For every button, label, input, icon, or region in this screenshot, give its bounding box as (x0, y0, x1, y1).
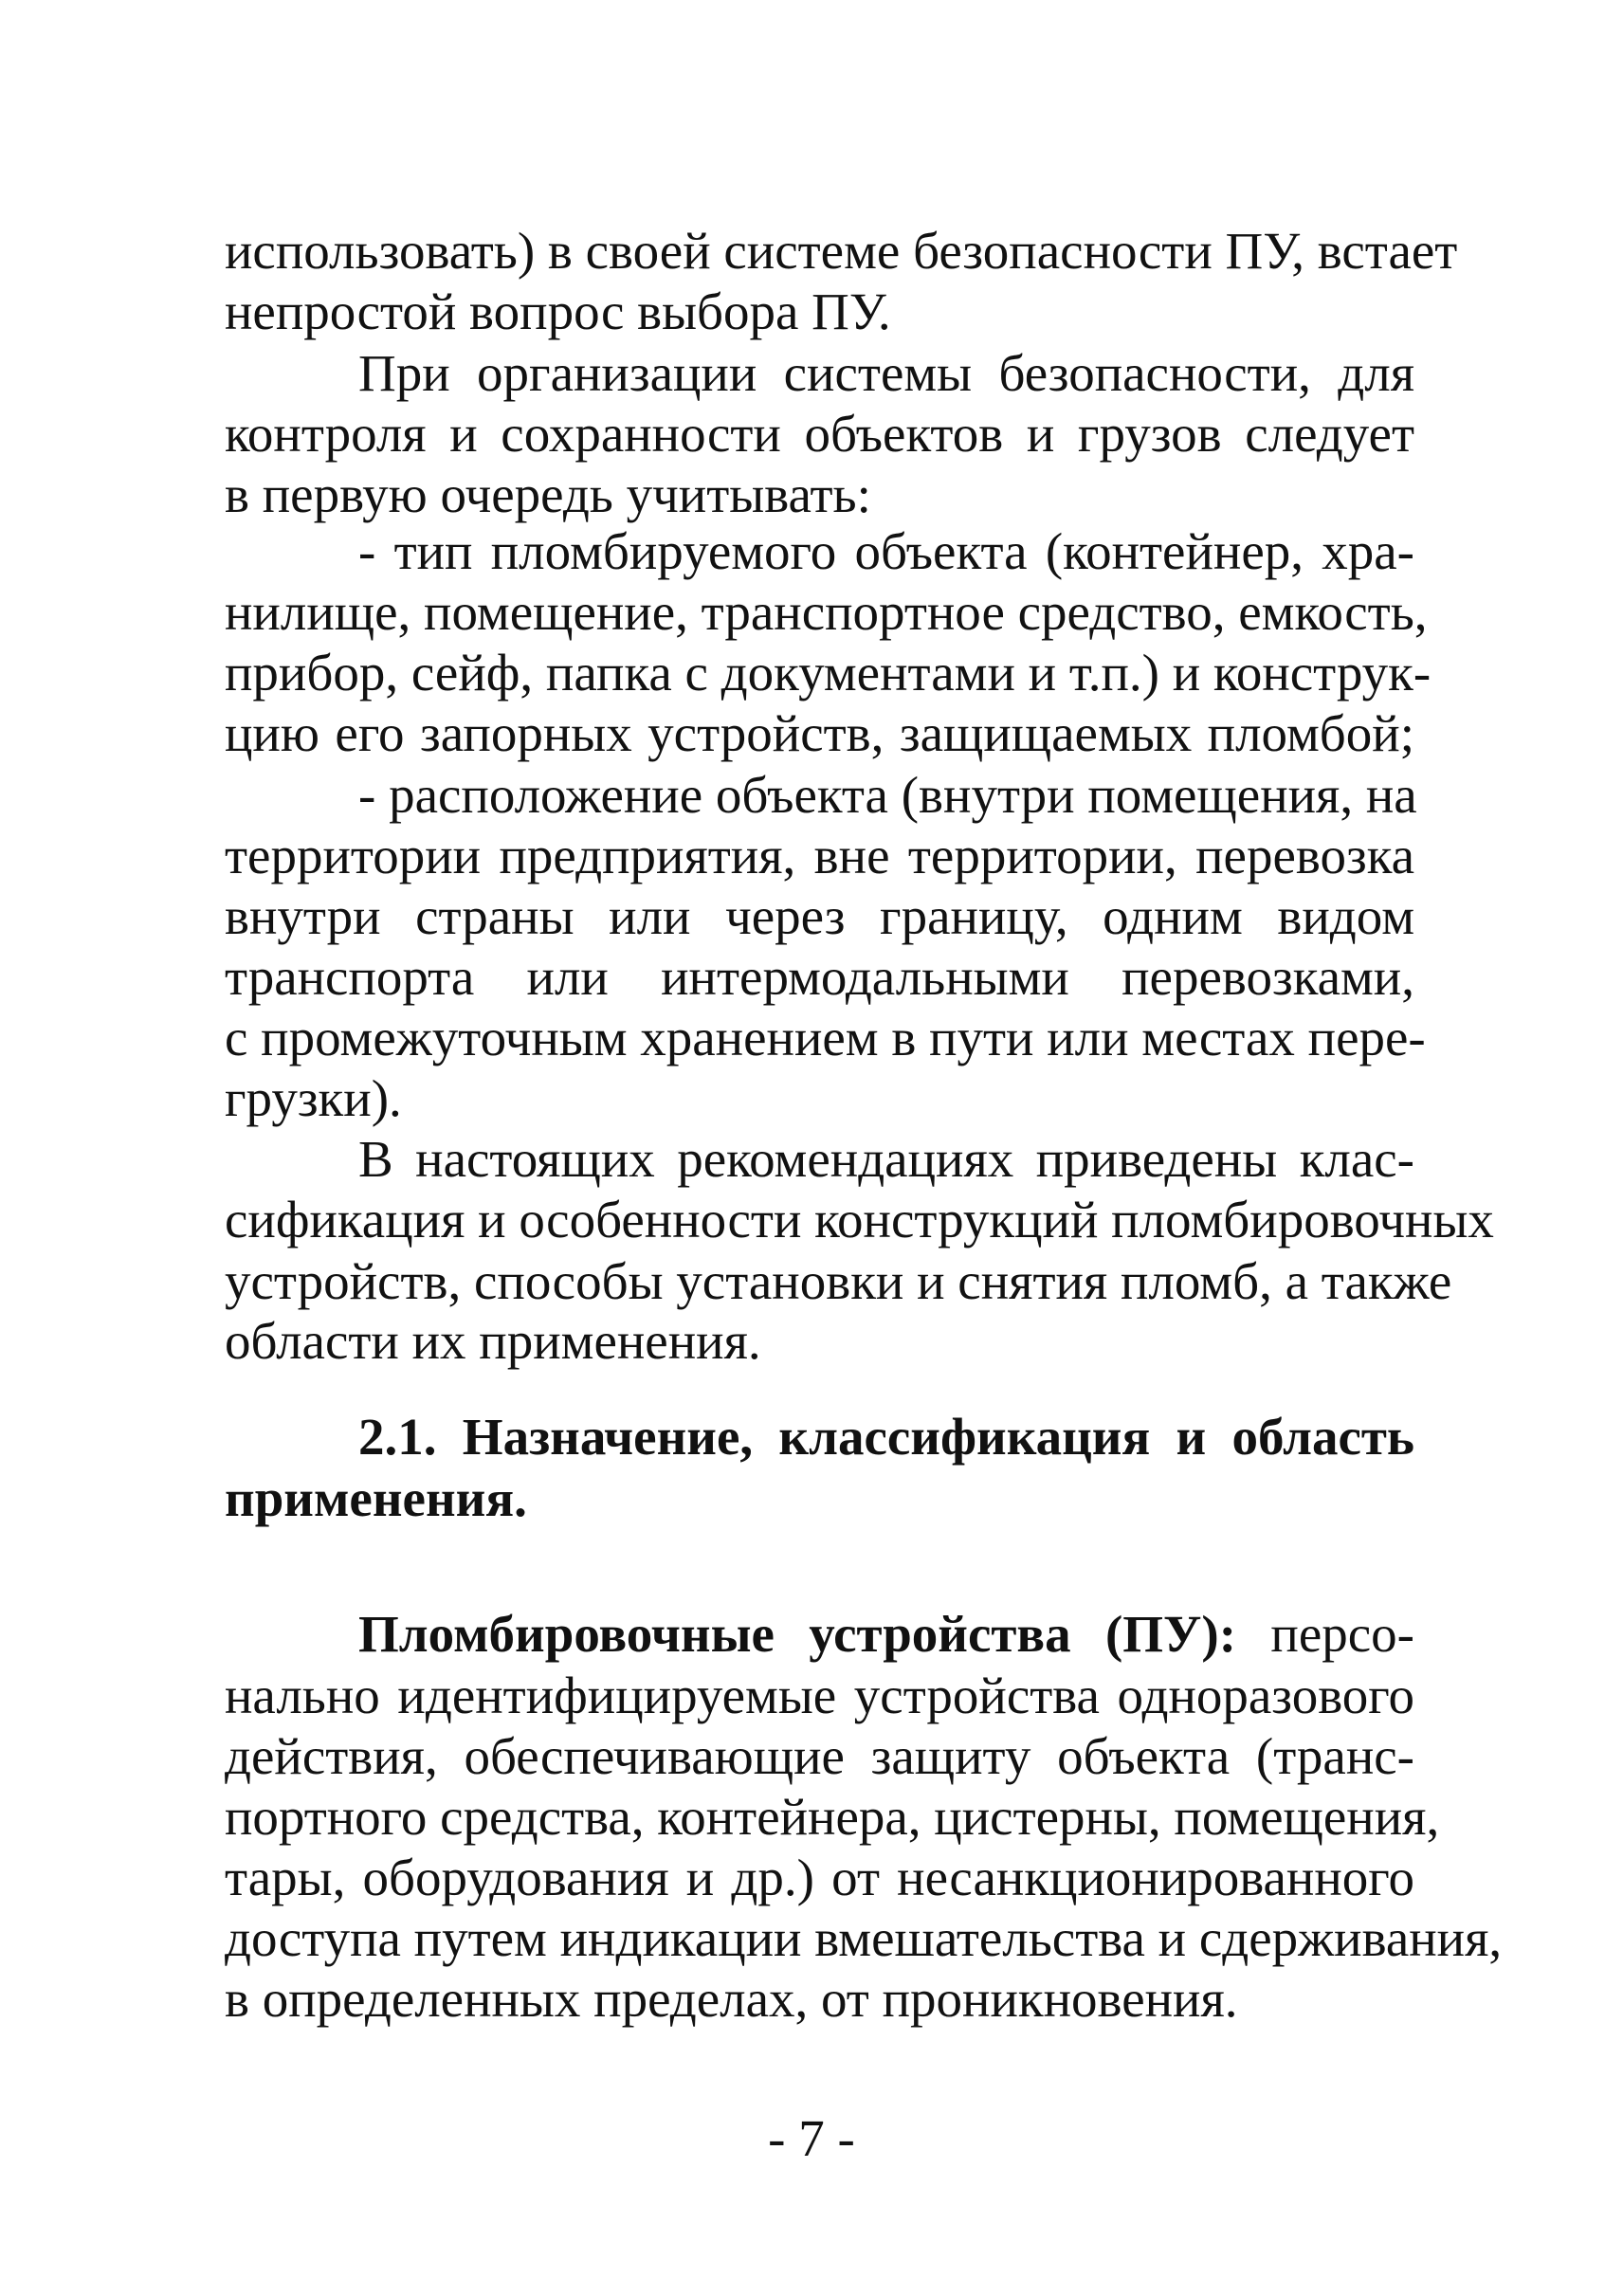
text-line: с промежуточным хранением в пути или местах пере- (225, 1009, 1426, 1066)
definition-term: Пломбировочные устройства (ПУ): (358, 1605, 1237, 1663)
text-line: сификация и особенности конструкций пломбировочных (225, 1191, 1494, 1248)
section-heading: 2.1. Назначение, классификация и область (358, 1408, 1414, 1466)
text-line: транспорта или интермодальными перевозками, (225, 948, 1414, 1006)
section-heading-continued: применения. (225, 1469, 527, 1527)
text-line: в первую очередь учитывать: (225, 465, 871, 523)
bullet-line: - тип пломбируемого объекта (контейнер, хра- (358, 522, 1414, 580)
text-line: использовать) в своей системе безопасности ПУ, встает (225, 222, 1458, 280)
text-line: непростой вопрос выбора ПУ. (225, 282, 891, 340)
text-line: устройств, способы установки и снятия пломб, а также (225, 1252, 1452, 1310)
text-line: В настоящих рекомендациях приведены клас- (358, 1130, 1414, 1188)
text-line: доступа путем индикации вмешательства и сдерживания, (225, 1909, 1503, 1967)
text-line: области их применения. (225, 1312, 761, 1370)
text-line: нилище, помещение, транспортное средство, емкость, (225, 583, 1428, 641)
text-line: контроля и сохранности объектов и грузов следует (225, 405, 1414, 463)
definition-first-line (358, 1605, 1414, 1664)
text-line: территории предприятия, вне территории, перевозка (225, 827, 1414, 884)
text-line: При организации системы безопасности, для (358, 344, 1414, 402)
text-line: портного средства, контейнера, цистерны, помещения, (225, 1788, 1440, 1846)
text-line: тары, оборудования и др.) от несанкционированного (225, 1849, 1414, 1906)
text-line: внутри страны или через границу, одним видом (225, 887, 1414, 945)
text-line: нально идентифицируемые устройства одноразового (225, 1667, 1414, 1724)
page-number: - 7 - (768, 2109, 855, 2167)
bullet-line: - расположение объекта (внутри помещения, на (358, 766, 1417, 824)
text-line: грузки). (225, 1069, 402, 1127)
text-line: действия, обеспечивающие защиту объекта (транс- (225, 1727, 1414, 1785)
text-line: прибор, сейф, папка с документами и т.п.) и конструк- (225, 644, 1432, 702)
text-line: цию его запорных устройств, защищаемых пломбой; (225, 704, 1414, 762)
definition-text: персо- (1270, 1605, 1414, 1663)
text-line: в определенных пределах, от проникновения. (225, 1970, 1238, 2028)
